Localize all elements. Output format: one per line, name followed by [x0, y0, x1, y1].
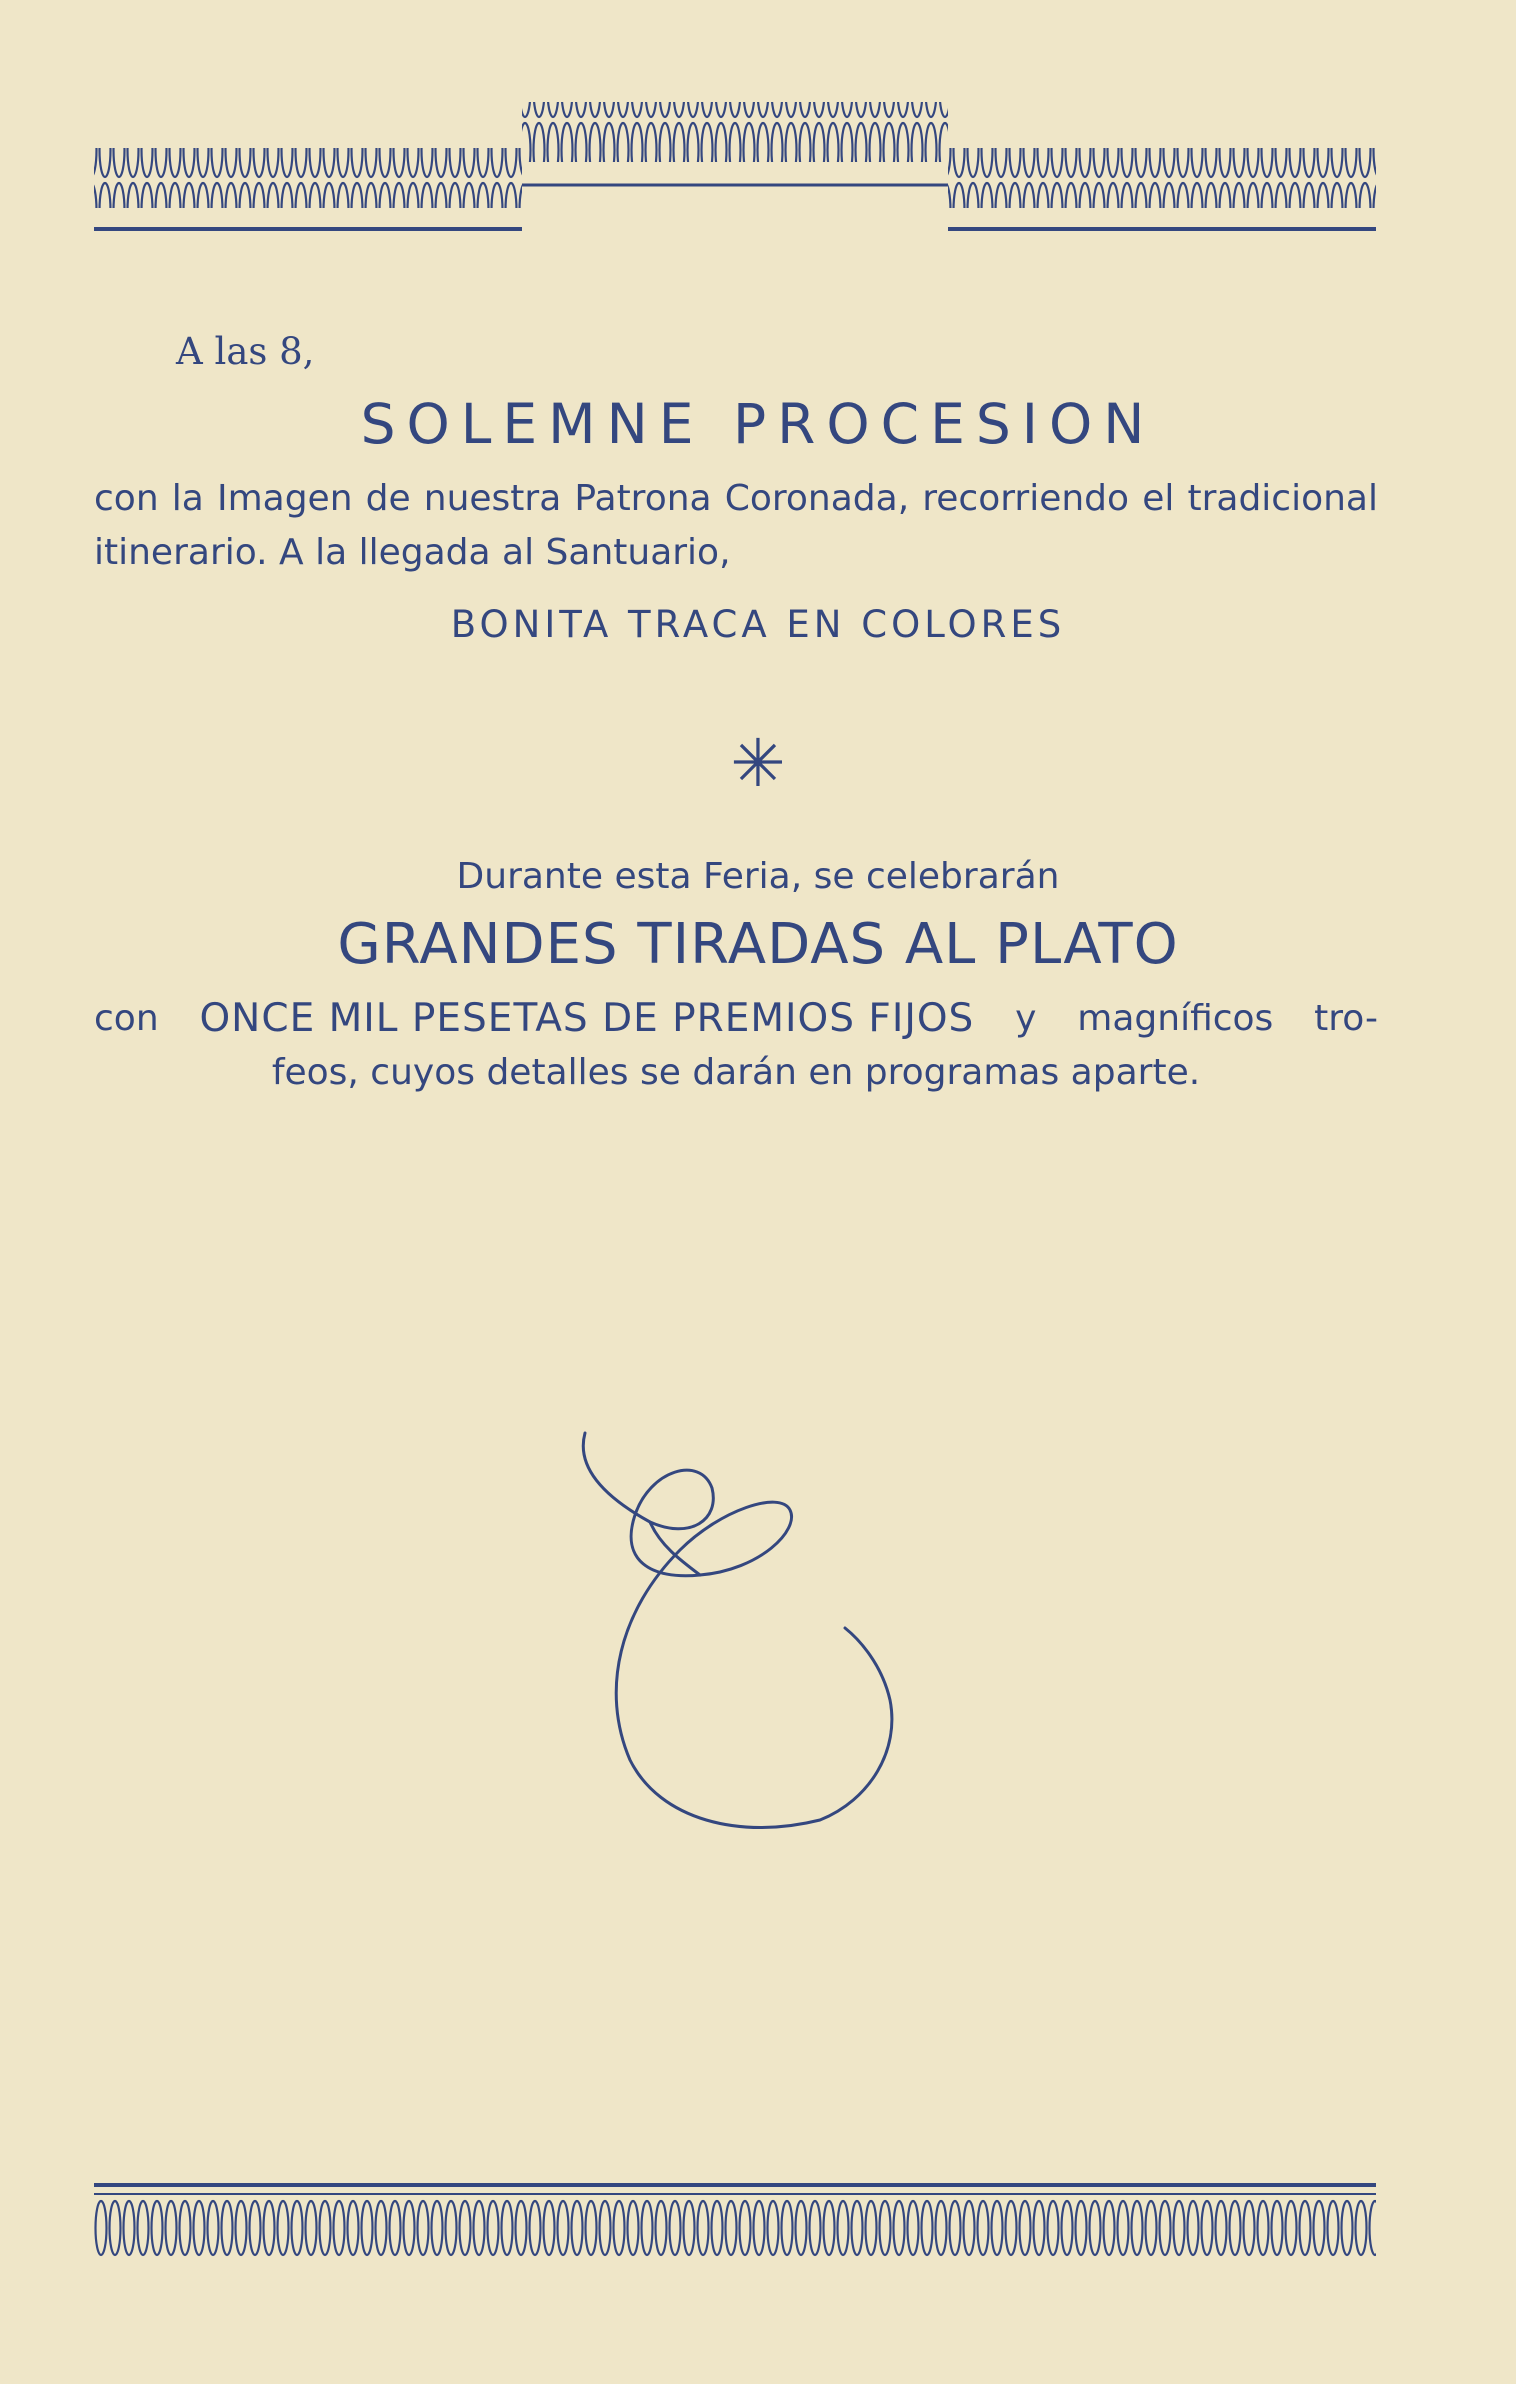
procesion-line-1: con la Imagen de nuestra Patrona Coronada, recorriendo el tradicional: [94, 478, 1378, 519]
traca-heading: BONITA TRACA EN COLORES: [450, 603, 1066, 646]
tiradas-word-5: tro-: [1314, 998, 1378, 1039]
tiradas-word-4: magníficos: [1077, 998, 1274, 1039]
tiradas-heading: GRANDES TIRADAS AL PLATO: [337, 912, 1179, 977]
procesion-heading: SOLEMNE PROCESION: [360, 392, 1156, 456]
asterisk-separator-icon: ✳: [730, 725, 786, 802]
tiradas-prizes: ONCE MIL PESETAS DE PREMIOS FIJOS: [199, 996, 975, 1041]
feria-intro: Durante esta Feria, se celebrarán: [456, 856, 1060, 897]
intro-time: A las 8,: [176, 330, 315, 373]
tiradas-word-3: y: [1015, 998, 1037, 1039]
procesion-line-2: itinerario. A la llegada al Santuario,: [94, 532, 731, 573]
tiradas-line-2: feos, cuyos detalles se darán en programas aparte.: [271, 1052, 1201, 1093]
tiradas-word-1: con: [94, 998, 159, 1039]
